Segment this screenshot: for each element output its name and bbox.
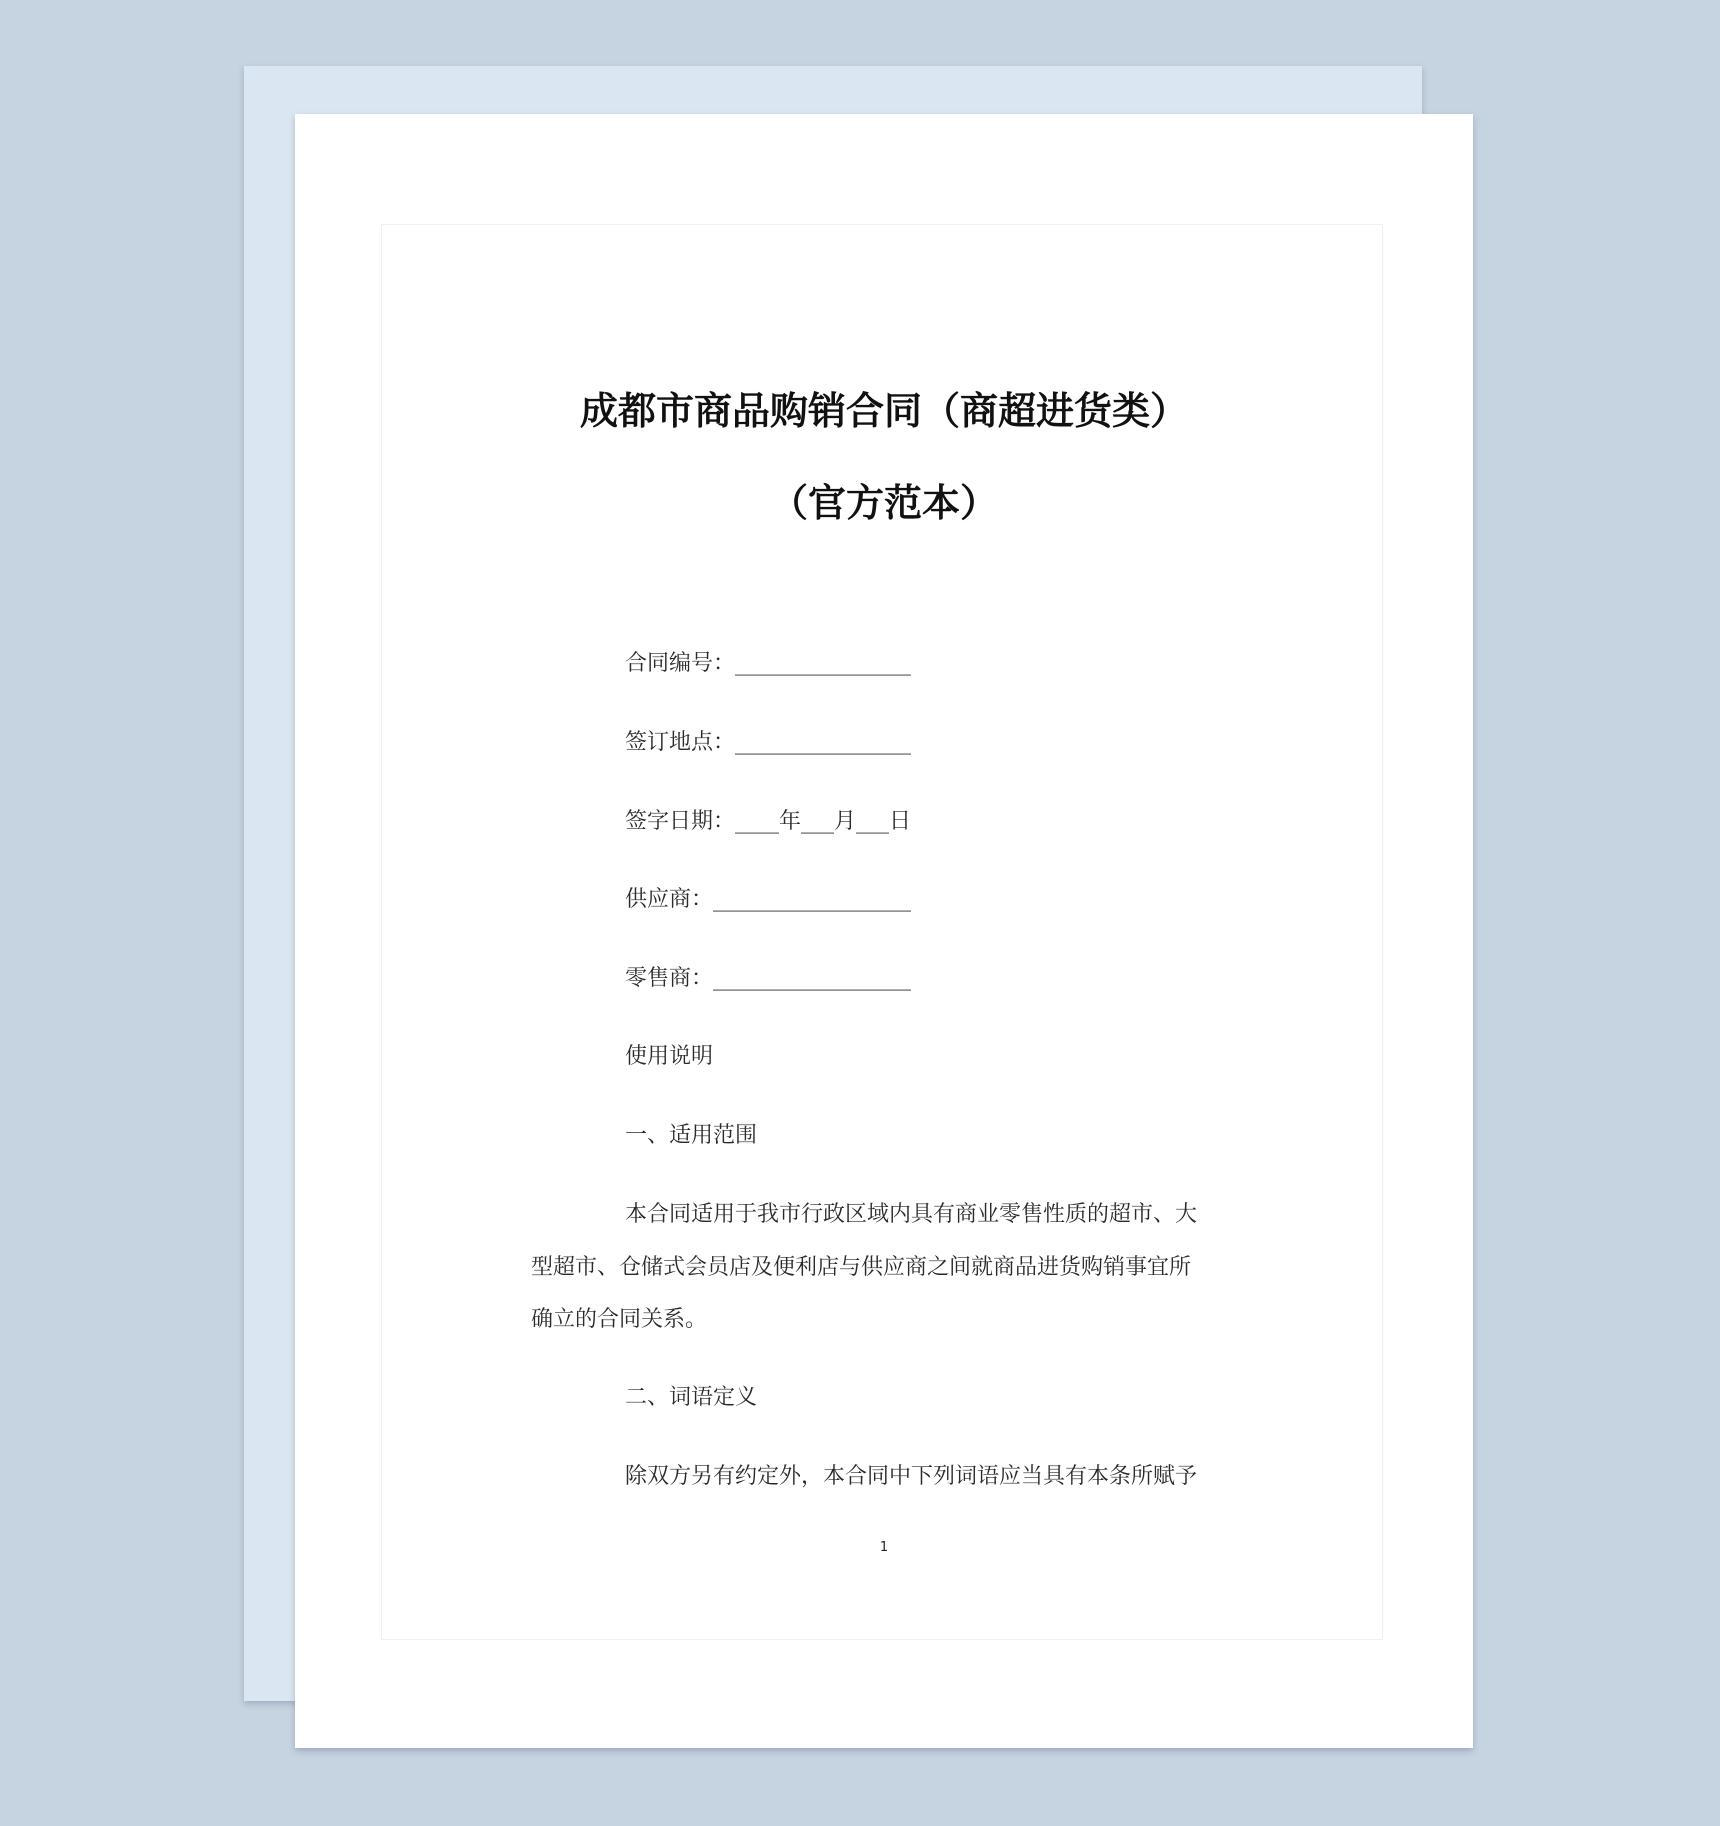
contract-number-field: 合同编号：________________ bbox=[625, 651, 912, 676]
usage-heading: 使用说明 bbox=[625, 1044, 714, 1069]
supplier-field: 供应商：__________________ bbox=[625, 887, 912, 912]
page-number: 1 bbox=[879, 1540, 889, 1555]
section-1-heading: 一、适用范围 bbox=[625, 1123, 758, 1148]
document-page bbox=[295, 114, 1473, 1748]
signing-date-field: 签字日期：____年___月___日 bbox=[625, 809, 912, 834]
section-1-line-3: 确立的合同关系。 bbox=[531, 1307, 708, 1332]
signing-place-field: 签订地点：________________ bbox=[625, 730, 912, 755]
section-1-line-1: 本合同适用于我市行政区域内具有商业零售性质的超市、大 bbox=[625, 1202, 1198, 1227]
section-2-heading: 二、词语定义 bbox=[625, 1385, 758, 1410]
section-2-line-1: 除双方另有约定外，本合同中下列词语应当具有本条所赋予 bbox=[625, 1464, 1198, 1489]
retailer-field: 零售商：__________________ bbox=[625, 966, 912, 991]
page-margin-frame bbox=[381, 224, 1383, 1640]
section-1-line-2: 型超市、仓储式会员店及便利店与供应商之间就商品进货购销事宜所 bbox=[531, 1255, 1192, 1280]
document-subtitle: （官方范本） bbox=[769, 481, 998, 525]
document-title: 成都市商品购销合同（商超进货类） bbox=[579, 389, 1188, 433]
